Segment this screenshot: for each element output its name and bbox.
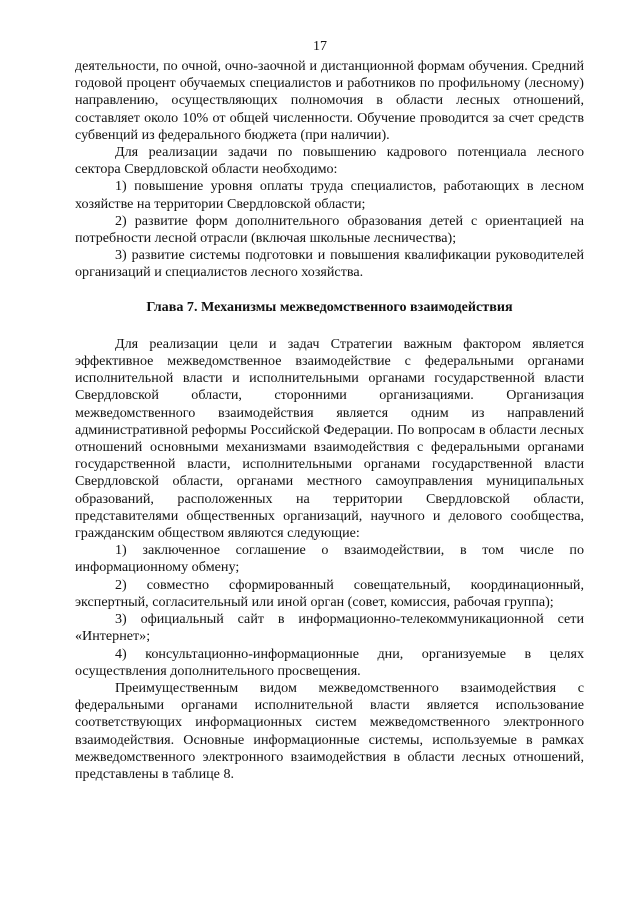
list-item-3: 3) развитие системы подготовки и повышения квалификации руководителей организаций и специалистов лесного хозяйства. (75, 247, 584, 281)
paragraph-information-systems: Преимущественным видом межведомственного взаимодействия с федеральными органами исполнительной власти является использование соответствующих информационных систем межведомственного электронного взаимодействия. Основные информационные системы, используемые в рамках межведомственного электронного взаимодействия в области лесных отношений, представлены в таблице 8. (75, 679, 584, 782)
paragraph-mechanisms: Для реализации цели и задач Стратегии важным фактором является эффективное межведомственное взаимодействие с федеральными органами исполнительной власти и исполнительными органами государственной власти Свердловской области, сторонними организациями. Организация межведомственного взаимодействия является одним из направлений административной реформы Российской Федерации. По вопросам в области лесных отношений основными механизмами взаимодействия с федеральными органами государственной власти, исполнительными органами государственной власти Свердловской области, органами местного самоуправления муниципальных образований, расположенных на территории Свердловской области, представителями общественных организаций, научного и делового сообщества, гражданским обществом являются следующие: (75, 335, 584, 542)
mechanism-item-4: 4) консультационно-информационные дни, организуемые в целях осуществления дополнительного просвещения. (75, 645, 584, 679)
chapter-heading: Глава 7. Механизмы межведомственного взаимодействия (146, 298, 513, 315)
list-item-2: 2) развитие форм дополнительного образования детей с ориентацией на потребности лесной отрасли (включая школьные лесничества); (75, 212, 584, 247)
paragraph-intro: Для реализации задачи по повышению кадрового потенциала лесного сектора Свердловской области необходимо: (75, 144, 584, 178)
mechanism-item-2: 2) совместно сформированный совещательный, координационный, экспертный, согласительный или иной орган (совет, комиссия, рабочая группа); (75, 576, 584, 610)
page-number: 17 (313, 39, 327, 54)
document-body (75, 58, 584, 783)
list-item-1: 1) повышение уровня оплаты труда специалистов, работающих в лесном хозяйстве на территории Свердловской области; (75, 178, 584, 212)
mechanism-item-3: 3) официальный сайт в информационно-телекоммуникационной сети «Интернет»; (75, 611, 584, 645)
mechanism-item-1: 1) заключенное соглашение о взаимодействии, в том числе по информационному обмену; (75, 542, 584, 576)
paragraph-continuation: деятельности, по очной, очно-заочной и дистанционной формам обучения. Средний годовой процент обучаемых специалистов и работников по профильному (лесному) направлению, осуществляющих полномочия в области лесных отношений, составляет около 10% от общей численности. Обучение проводится за счет средств субвенций из федерального бюджета (при наличии). (75, 58, 584, 143)
